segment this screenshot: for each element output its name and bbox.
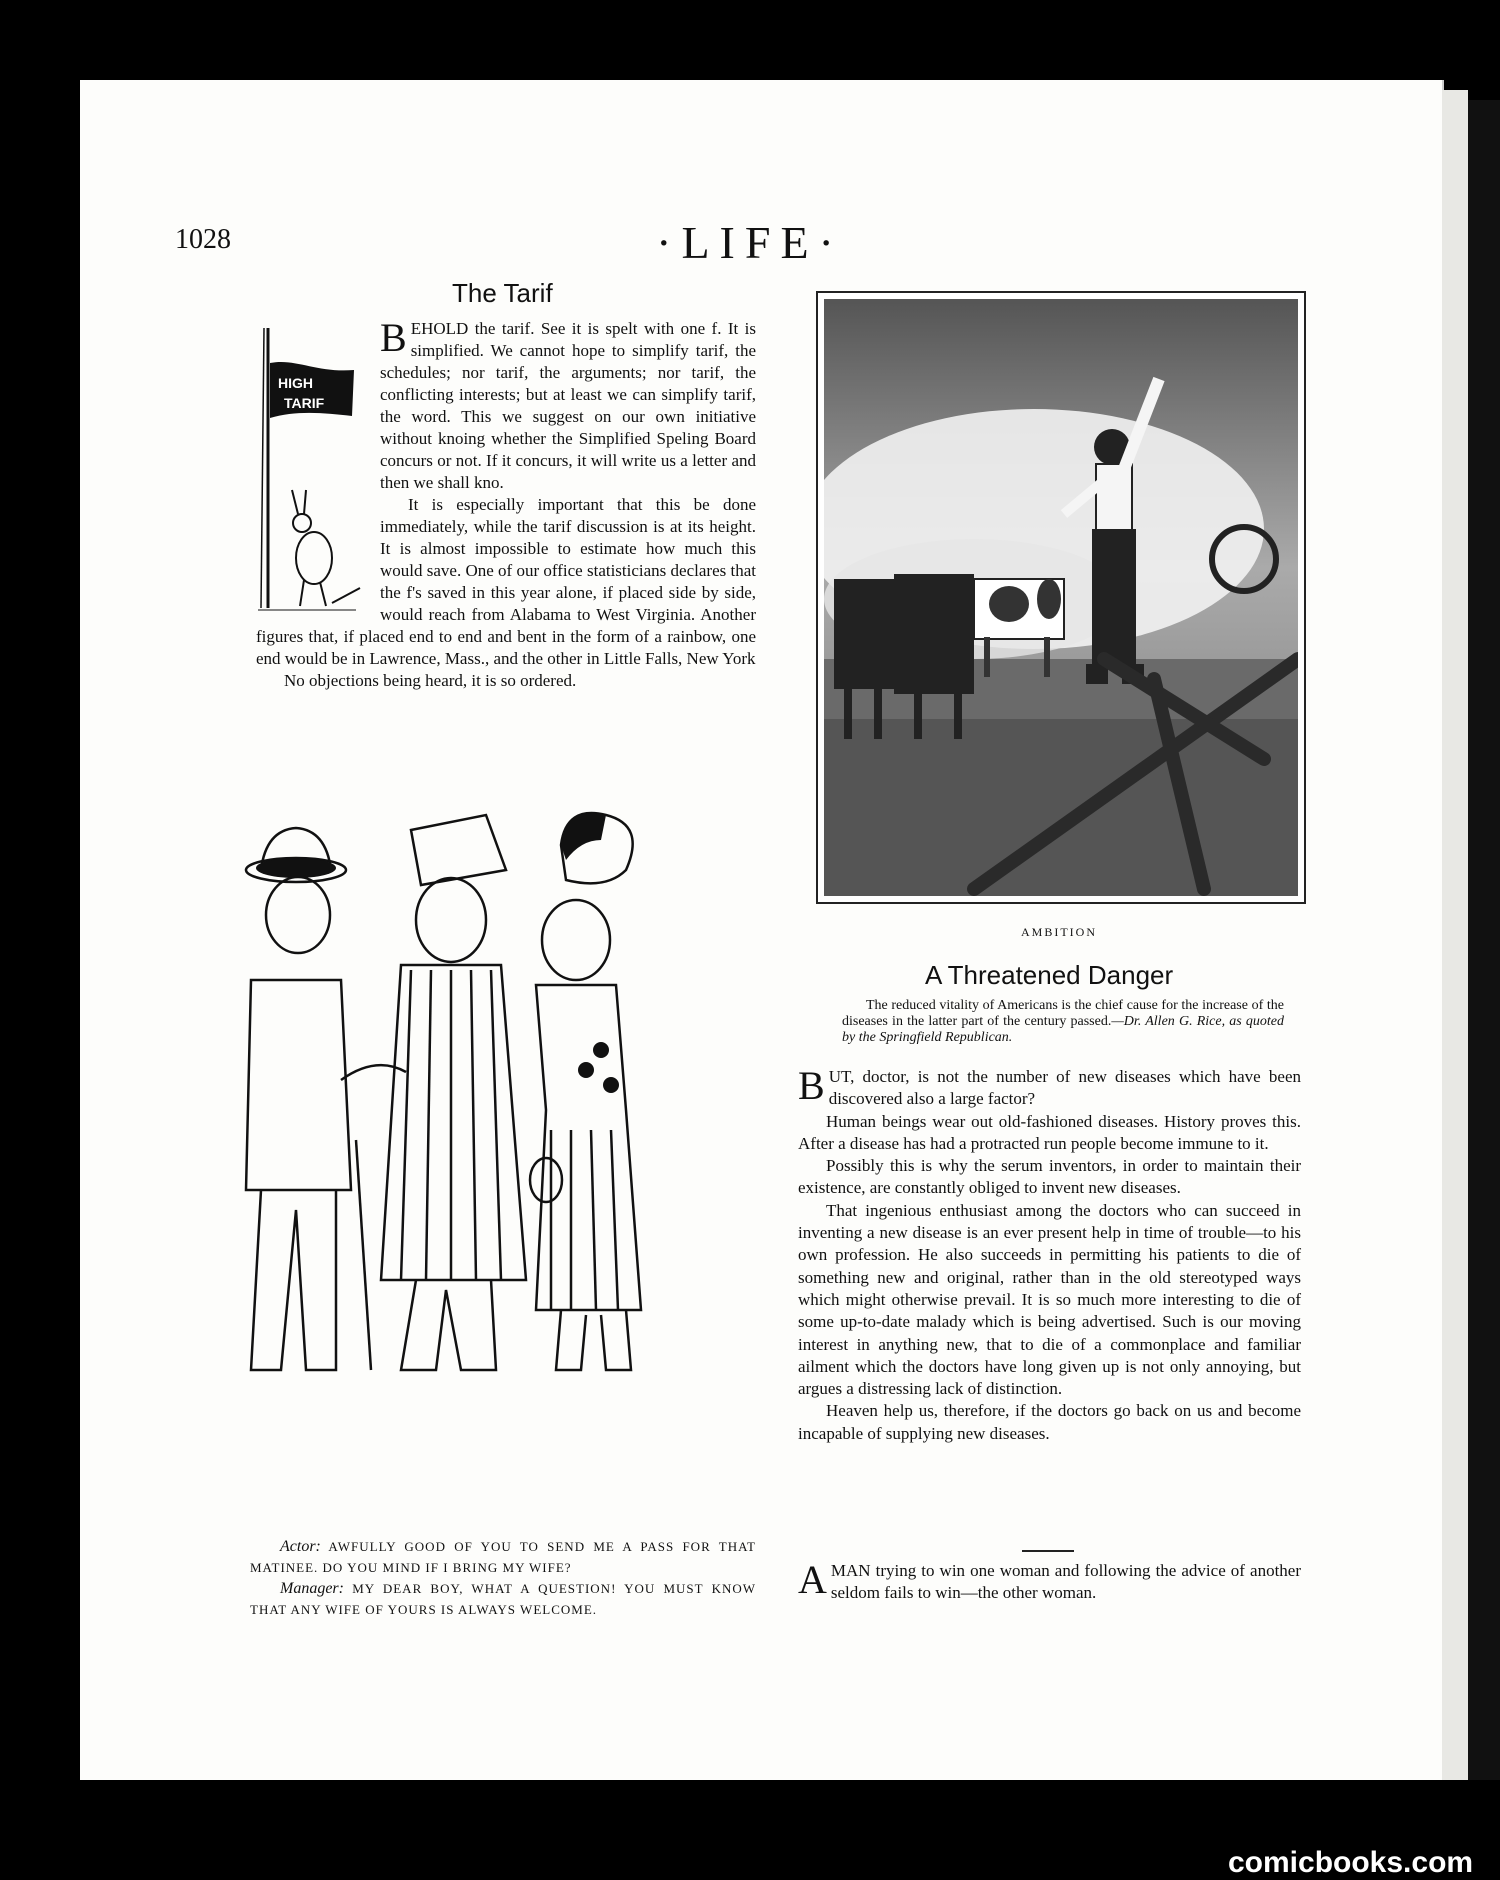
- danger-quote-source: —Dr. Allen G. Rice, as quoted by the Springfield Republican.: [842, 1014, 1285, 1045]
- danger-paragraph-1: UT, doctor, is not the number of new diseases which have been discovered also a large factor?: [828, 1067, 1301, 1109]
- danger-article: [798, 1063, 1301, 1445]
- aman-paragraph: [798, 1557, 1301, 1604]
- tarif-article: [256, 315, 756, 692]
- tarif-paragraph-3: No objections being heard, it is so ordered.: [284, 671, 577, 690]
- page-edge: [1442, 90, 1468, 1780]
- manager-line: MY DEAR BOY, WHAT A QUESTION! YOU MUST KNOW THAT ANY WIFE OF YOURS IS ALWAYS WELCOME.: [250, 1581, 756, 1617]
- site-watermark: comicbooks.com: [1228, 1846, 1474, 1879]
- page-gutter: [1468, 100, 1500, 1780]
- danger-title: A Threatened Danger: [925, 960, 1174, 990]
- aman-text: MAN trying to win one woman and following the advice of another seldom fails to win—the other woman.: [830, 1561, 1301, 1602]
- tarif-title: The Tarif: [452, 278, 553, 308]
- ambition-caption: AMBITION: [1021, 925, 1097, 939]
- danger-paragraph-3: Possibly this is why the serum inventors, in order to maintain their existence, are constantly obliged to invent new diseases.: [798, 1156, 1301, 1198]
- section-divider: [1022, 1550, 1074, 1552]
- tarif-paragraph-1: EHOLD the tarif. See it is spelt with one f. It is simplified. We cannot hope to simplify tarif, the schedules; nor tarif, the arguments; nor tarif, the conflicting interests; but at least we can simplify tarif, the word. This we suggest on our own initiative without knoing whether the Simplified Speling Board concurs or not. If it concurs, it will write us a letter and then we shall kno.: [380, 319, 756, 492]
- ambition-illustration: [816, 291, 1306, 904]
- danger-quote-text: The reduced vitality of Americans is the chief cause for the increase of the diseases in the latter part of the century passed.: [842, 998, 1284, 1029]
- danger-epigraph: [842, 998, 1284, 1046]
- ambition-picture: [824, 299, 1298, 896]
- masthead: ·LIFE·: [656, 217, 844, 268]
- svg-text:HIGH: HIGH: [278, 375, 313, 391]
- aman-dropcap: A: [798, 1557, 827, 1602]
- tarif-paragraph-2: It is especially important that this be done immediately, while the tarif discussion is at its height. It is almost impossible to estimate how much this would save. One of our office statisticians declares that the f's saved in this year alone, if placed side by side, would reach from Alabama to West Virginia. Another figures that, if placed end to end and bent in the form of a rainbow, one end would be in Lawrence, Mass., and the other in Little Falls, New York: [256, 495, 756, 668]
- high-tariff-flag-illustration: [256, 318, 366, 618]
- danger-dropcap: B: [798, 1063, 825, 1108]
- danger-paragraph-2: Human beings wear out old-fashioned diseases. History proves this. After a disease has had a protracted run people become immune to it.: [798, 1111, 1301, 1153]
- tarif-dropcap: B: [380, 315, 407, 360]
- danger-paragraph-5: Heaven help us, therefore, if the doctors go back on us and become incapable of supplying new diseases.: [798, 1401, 1301, 1443]
- actor-line: AWFULLY GOOD OF YOU TO SEND ME A PASS FOR THAT MATINEE. DO YOU MIND IF I BRING MY WIFE?: [250, 1539, 756, 1575]
- manager-label: Manager:: [280, 1580, 344, 1597]
- page-number: 1028: [175, 224, 231, 255]
- actor-label: Actor:: [280, 1538, 321, 1555]
- cartoon-caption: [250, 1536, 756, 1620]
- actor-manager-cartoon: [206, 810, 766, 1450]
- svg-text:TARIF: TARIF: [284, 395, 325, 411]
- danger-paragraph-4: That ingenious enthusiast among the doctors who can succeed in inventing a new disease is an ever present help in time of trouble—to his own profession. He also succeeds in permitting his patients to die of something new and original, rather than in the old stereotyped ways which might otherwise prevail. It is so much more interesting to die of some up-to-date malady which is being advertised. Such is our moving interest in anything new, that to die of a commonplace and familiar ailment which the doctors have long given up is not only annoying, but argues a distressing lack of distinction.: [798, 1200, 1301, 1399]
